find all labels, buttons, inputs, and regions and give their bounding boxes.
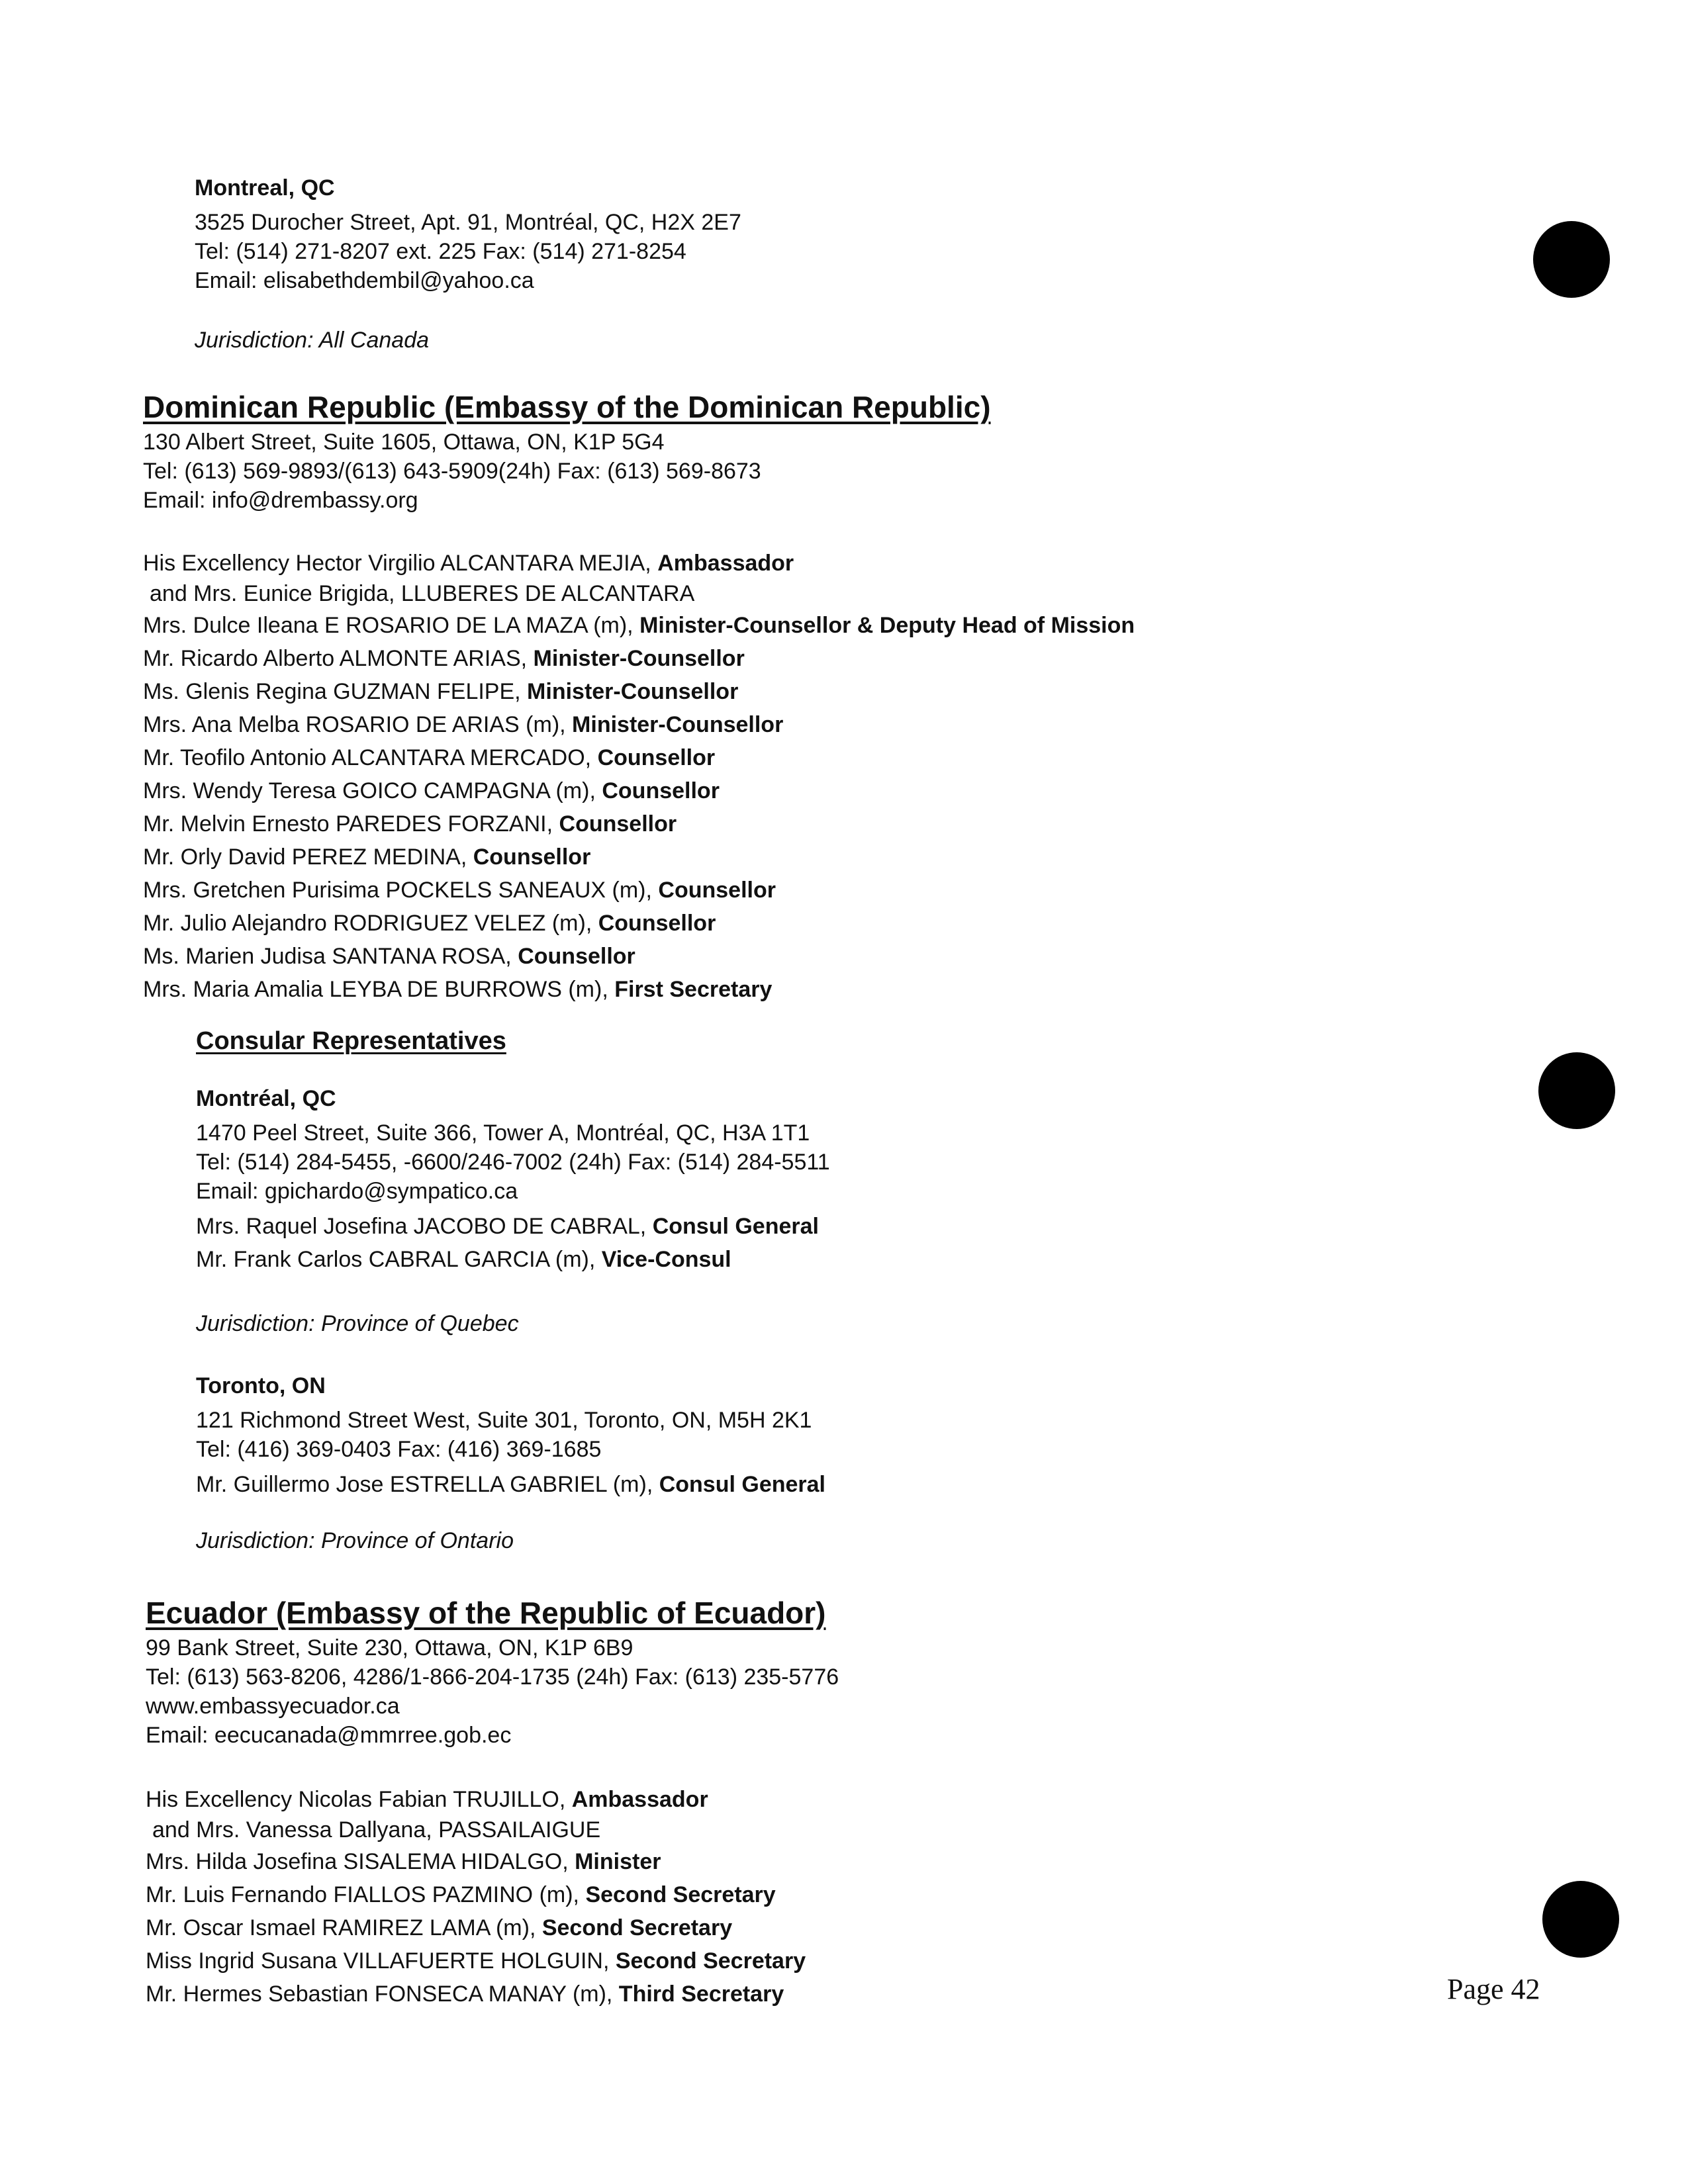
- staff-row: [146, 1911, 806, 1944]
- staff-title: Second Secretary: [585, 1882, 776, 1907]
- binder-hole-middle: [1538, 1052, 1615, 1129]
- staff-title: Consul General: [659, 1472, 825, 1497]
- staff-title: First Secretary: [614, 977, 773, 1002]
- montreal-jurisdiction: Jurisdiction: Province of Quebec: [196, 1311, 519, 1336]
- consulate-phone: Tel: (416) 369-0403 Fax: (416) 369-1685: [196, 1437, 602, 1462]
- staff-name: Mr. Frank Carlos CABRAL GARCIA (m),: [196, 1247, 602, 1272]
- staff-title: Counsellor: [559, 811, 677, 837]
- staff-title: Counsellor: [602, 778, 720, 803]
- staff-title: Counsellor: [597, 745, 716, 770]
- staff-row: [143, 609, 1135, 642]
- embassy-phone: Tel: (613) 563-8206, 4286/1-866-204-1735 (24h) Fax: (613) 235-5776: [146, 1664, 839, 1690]
- staff-row: [146, 1944, 806, 1978]
- staff-title: Second Secretary: [541, 1915, 733, 1940]
- office-jurisdiction: Jurisdiction: All Canada: [195, 328, 430, 353]
- staff-row: [143, 874, 1135, 907]
- consulate-phone: Tel: (514) 284-5455, -6600/246-7002 (24h) Fax: (514) 284-5511: [196, 1150, 830, 1175]
- consulate-city: Montréal, QC: [196, 1086, 336, 1111]
- embassy-email: Email: info@drembassy.org: [143, 488, 418, 513]
- staff-name: Mrs. Ana Melba ROSARIO DE ARIAS (m),: [143, 712, 573, 737]
- staff-name: Ms. Marien Judisa SANTANA ROSA,: [143, 944, 518, 969]
- office-phone: Tel: (514) 271-8207 ext. 225 Fax: (514) 271-8254: [195, 239, 686, 264]
- staff-name: Mr. Orly David PEREZ MEDINA,: [143, 844, 473, 870]
- toronto-jurisdiction: Jurisdiction: Province of Ontario: [196, 1528, 514, 1553]
- top-office-block: [195, 173, 741, 295]
- consulate-email: Email: gpichardo@sympatico.ca: [196, 1179, 518, 1204]
- staff-name: Mr. Guillermo Jose ESTRELLA GABRIEL (m),: [196, 1472, 659, 1497]
- staff-row: [146, 1978, 806, 2011]
- ambassador-line: [146, 1784, 806, 1815]
- staff-row: [143, 675, 1135, 708]
- staff-name: Mr. Oscar Ismael RAMIREZ LAMA (m),: [146, 1915, 542, 1940]
- staff-row: [196, 1243, 830, 1276]
- staff-title: Consul General: [652, 1214, 819, 1239]
- staff-row: [143, 741, 1135, 774]
- staff-name: Mr. Luis Fernando FIALLOS PAZMINO (m),: [146, 1882, 586, 1907]
- ambassador-title: Ambassador: [657, 551, 794, 576]
- ecuador-embassy-contact: [146, 1633, 839, 1750]
- office-email: Email: elisabethdembil@yahoo.ca: [195, 268, 534, 293]
- embassy-email: Email: eecucanada@mmrree.gob.ec: [146, 1723, 512, 1748]
- dominican-embassy-contact: [143, 428, 761, 515]
- staff-row: [196, 1468, 825, 1501]
- embassy-address: 130 Albert Street, Suite 1605, Ottawa, ON, K1P 5G4: [143, 430, 665, 455]
- staff-row: [143, 973, 1135, 1006]
- embassy-website: www.embassyecuador.ca: [146, 1694, 400, 1719]
- staff-name: Ms. Glenis Regina GUZMAN FELIPE,: [143, 679, 528, 704]
- ecuador-staff-list: [146, 1784, 806, 2011]
- staff-name: Mrs. Gretchen Purisima POCKELS SANEAUX (m),: [143, 878, 659, 903]
- consulate-address: 1470 Peel Street, Suite 366, Tower A, Montréal, QC, H3A 1T1: [196, 1120, 810, 1146]
- staff-title: Counsellor: [473, 844, 591, 870]
- ambassador-name: His Excellency Hector Virgilio ALCANTARA MEJIA,: [143, 551, 658, 576]
- staff-title: Minister: [575, 1849, 661, 1874]
- staff-row: [143, 642, 1135, 675]
- embassy-address: 99 Bank Street, Suite 230, Ottawa, ON, K1P 6B9: [146, 1635, 633, 1661]
- binder-hole-top: [1533, 221, 1610, 298]
- staff-name: Mrs. Maria Amalia LEYBA DE BURROWS (m),: [143, 977, 615, 1002]
- staff-name: Mrs. Wendy Teresa GOICO CAMPAGNA (m),: [143, 778, 602, 803]
- montreal-consulate-block: [196, 1084, 830, 1276]
- consulate-address: 121 Richmond Street West, Suite 301, Toronto, ON, M5H 2K1: [196, 1408, 812, 1433]
- staff-row: [143, 841, 1135, 874]
- staff-title: Second Secretary: [615, 1948, 806, 1974]
- staff-title: Counsellor: [658, 878, 776, 903]
- staff-row: [146, 1845, 806, 1878]
- office-city: Montreal, QC: [195, 175, 335, 201]
- toronto-consulate-block: [196, 1371, 825, 1501]
- staff-name: Mr. Melvin Ernesto PAREDES FORZANI,: [143, 811, 559, 837]
- staff-title: Minister-Counsellor: [527, 679, 739, 704]
- staff-row: [196, 1210, 830, 1243]
- staff-title: Counsellor: [518, 944, 635, 969]
- country-heading-ecuador: Ecuador (Embassy of the Republic of Ecuador): [146, 1596, 826, 1630]
- consulate-city: Toronto, ON: [196, 1373, 326, 1398]
- staff-name: Mrs. Raquel Josefina JACOBO DE CABRAL,: [196, 1214, 653, 1239]
- staff-title: Counsellor: [598, 911, 716, 936]
- ambassador-line: [143, 548, 1135, 578]
- staff-title: Vice-Consul: [601, 1247, 731, 1272]
- embassy-phone: Tel: (613) 569-9893/(613) 643-5909(24h) Fax: (613) 569-8673: [143, 459, 761, 484]
- page-number: Page 42: [1447, 1973, 1540, 2005]
- staff-title: Minister-Counsellor: [572, 712, 784, 737]
- staff-title: Third Secretary: [618, 1981, 784, 2007]
- staff-name: Mrs. Dulce Ileana E ROSARIO DE LA MAZA (m),: [143, 613, 640, 638]
- staff-row: [146, 1878, 806, 1911]
- ambassador-spouse: and Mrs. Eunice Brigida, LLUBERES DE ALCANTARA: [150, 581, 695, 606]
- ambassador-title: Ambassador: [571, 1787, 708, 1812]
- staff-row: [143, 940, 1135, 973]
- staff-title: Minister-Counsellor: [533, 646, 745, 671]
- ambassador-spouse: and Mrs. Vanessa Dallyana, PASSAILAIGUE: [152, 1817, 601, 1843]
- staff-row: [143, 774, 1135, 807]
- staff-name: Mr. Julio Alejandro RODRIGUEZ VELEZ (m),: [143, 911, 598, 936]
- ambassador-name: His Excellency Nicolas Fabian TRUJILLO,: [146, 1787, 572, 1812]
- consular-representatives-heading: Consular Representatives: [196, 1027, 506, 1055]
- staff-name: Mr. Ricardo Alberto ALMONTE ARIAS,: [143, 646, 534, 671]
- staff-row: [143, 907, 1135, 940]
- staff-name: Miss Ingrid Susana VILLAFUERTE HOLGUIN,: [146, 1948, 616, 1974]
- office-address: 3525 Durocher Street, Apt. 91, Montréal, QC, H2X 2E7: [195, 210, 741, 235]
- staff-row: [143, 708, 1135, 741]
- dominican-staff-list: [143, 548, 1135, 1006]
- staff-title: Minister-Counsellor & Deputy Head of Mission: [639, 613, 1135, 638]
- staff-name: Mr. Hermes Sebastian FONSECA MANAY (m),: [146, 1981, 619, 2007]
- staff-row: [143, 807, 1135, 841]
- binder-hole-bottom: [1542, 1881, 1619, 1958]
- staff-name: Mr. Teofilo Antonio ALCANTARA MERCADO,: [143, 745, 598, 770]
- country-heading-dominican-republic: Dominican Republic (Embassy of the Dominican Republic): [143, 390, 991, 424]
- staff-name: Mrs. Hilda Josefina SISALEMA HIDALGO,: [146, 1849, 575, 1874]
